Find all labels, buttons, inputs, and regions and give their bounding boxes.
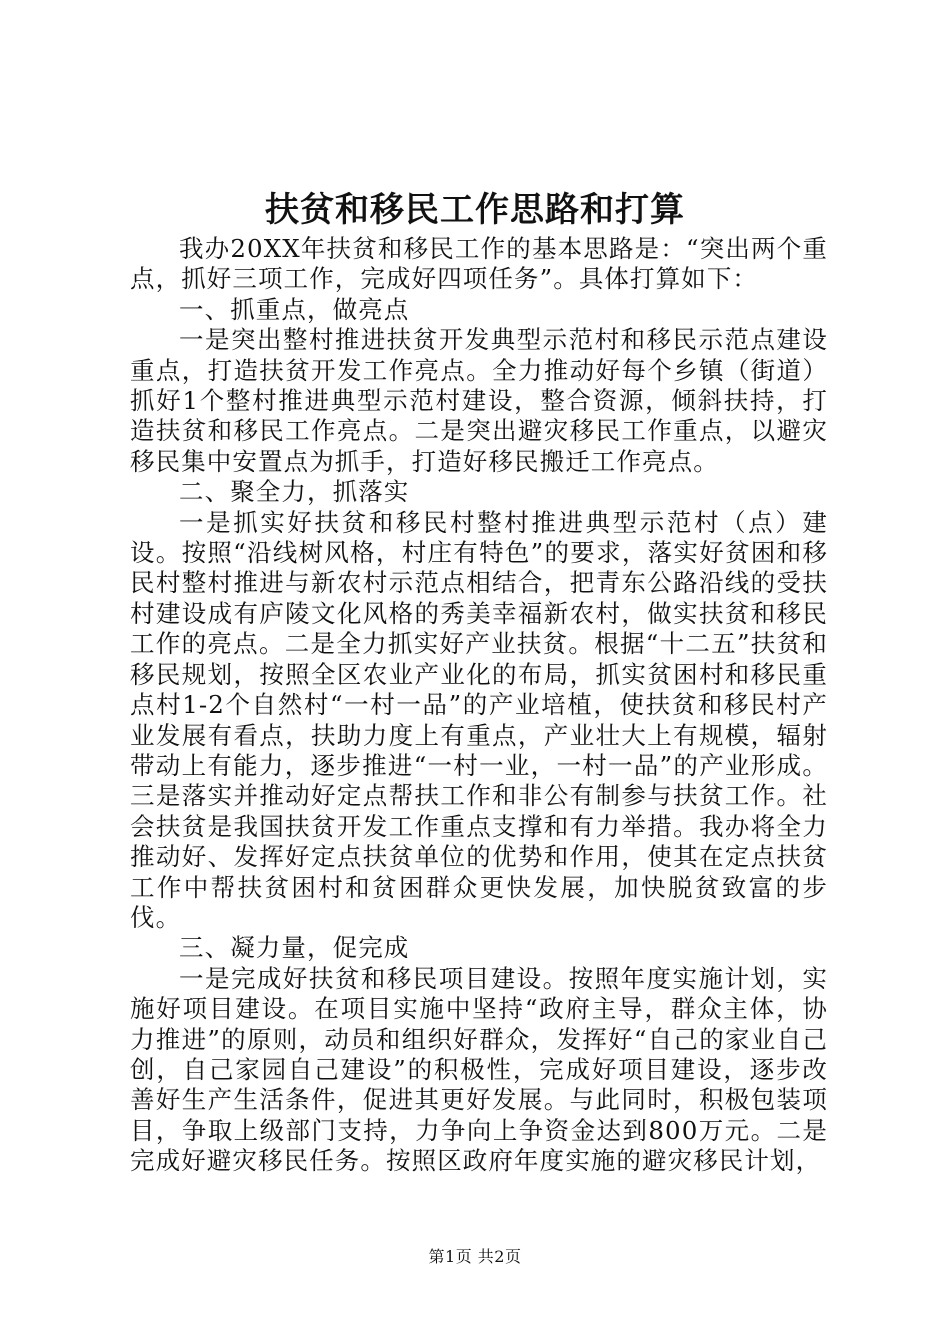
document-body xyxy=(130,234,828,1177)
section-heading-2: 二、聚全力，抓落实 xyxy=(179,477,410,507)
page-footer: 第1页 共2页 xyxy=(428,1247,522,1266)
paragraph-section-3: 一是完成好扶贫和移民项目建设。按照年度实施计划，实施好项目建设。在项目实施中坚持“政府主导，群众主体，协力推进”的原则，动员和组织好群众，发挥好“自己的家业自己创，自己家园自己建设”的积极性，完成好项目建设，逐步改善好生产生活条件，促进其更好发展。与此同时，积极包装项目，争取上级部门支持，力争向上争资金达到800万元。二是完成好避灾移民任务。按照区政府年度实施的避灾移民计划， xyxy=(130,963,828,1176)
document-title: 扶贫和移民工作思路和打算 xyxy=(265,190,685,230)
section-heading-3: 三、凝力量，促完成 xyxy=(179,933,410,963)
paragraph-intro: 我办20XX年扶贫和移民工作的基本思路是：“突出两个重点，抓好三项工作，完成好四项任务”。具体打算如下： xyxy=(130,234,828,294)
paragraph-section-1: 一是突出整村推进扶贫开发典型示范村和移民示范点建设重点，打造扶贫开发工作亮点。全力推动好每个乡镇（街道）抓好1个整村推进典型示范村建设，整合资源，倾斜扶持，打造扶贫和移民工作亮点。二是突出避灾移民工作重点，以避灾移民集中安置点为抓手，打造好移民搬迁工作亮点。 xyxy=(130,325,828,476)
section-heading-1: 一、抓重点，做亮点 xyxy=(179,294,410,324)
paragraph-section-2: 一是抓实好扶贫和移民村整村推进典型示范村（点）建设。按照“沿线树风格，村庄有特色”的要求，落实好贫困和移民村整村推进与新农村示范点相结合，把青东公路沿线的受扶村建设成有庐陵文化风格的秀美幸福新农村，做实扶贫和移民工作的亮点。二是全力抓实好产业扶贫。根据“十二五”扶贫和移民规划，按照全区农业产业化的布局，抓实贫困村和移民重点村1-2个自然村“一村一品”的产业培植，使扶贫和移民村产业发展有看点，扶助力度上有重点，产业壮大上有规模，辐射带动上有能力，逐步推进“一村一业，一村一品”的产业形成。三是落实并推动好定点帮扶工作和非公有制参与扶贫工作。社会扶贫是我国扶贫开发工作重点支撑和有力举措。我办将全力推动好、发挥好定点扶贫单位的优势和作用，使其在定点扶贫工作中帮扶贫困村和贫困群众更快发展，加快脱贫致富的步伐。 xyxy=(130,507,828,932)
